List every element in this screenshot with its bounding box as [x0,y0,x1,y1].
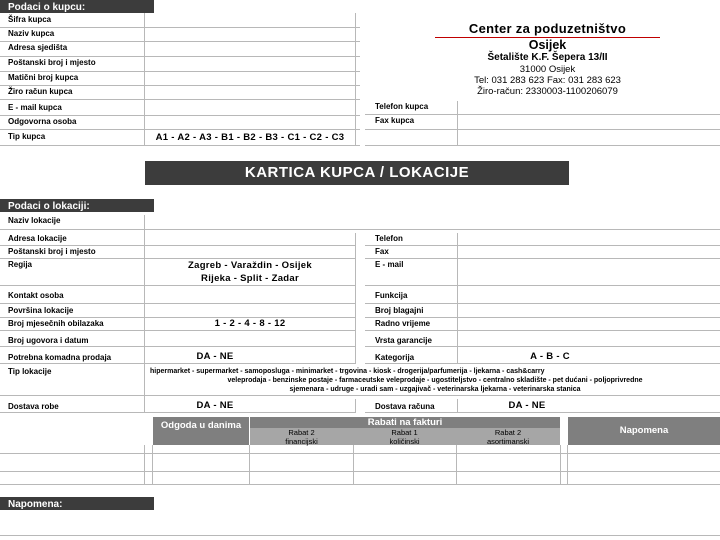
visits-label: Broj mjesečnih obilazaka [0,318,355,331]
rebate-assortment [456,428,560,446]
rebates-header: Rabati na fakturi [367,417,443,428]
buyer-fax-label: Fax kupca [365,115,720,130]
rebate-financial-sub: financijski [285,437,318,446]
delivery-invoice-label: Dostava računa [365,399,720,413]
buyer-section-header: Podaci o kupcu: [0,0,154,13]
function-label: Funkcija [365,288,720,304]
rebate-assortment-title: Rabat 2 [494,428,522,437]
area-label: Površina lokacije [0,305,355,318]
location-type-line1[interactable]: hipermarket - supermarket - samoposluga - minimarket - trgovina - kiosk - drogerija/parfumerija - ljekarna - cash&carry [150,368,545,375]
delivery-goods-label: Dostava robe [0,399,355,413]
location-post-label: Poštanski broj i mjesto [0,246,355,259]
location-form [0,212,720,432]
column-divider [355,399,356,413]
company-phone-fax: Tel: 031 283 623 Fax: 031 283 623 [474,75,621,86]
region-options-line2[interactable]: Rijeka - Split - Zadar [201,273,299,284]
location-email-label: E - mail [365,259,720,286]
contact-person-label: Kontakt osoba [0,288,355,304]
contract-label: Broj ugovora i datum [0,333,355,347]
company-name: Center za poduzetništvo [468,21,627,36]
rebate-financial [250,428,353,446]
column-divider [152,445,153,485]
discount-row[interactable] [0,472,720,485]
column-divider [567,445,568,485]
company-post: 31000 Osijek [519,64,576,75]
column-divider [457,233,458,364]
region-label: Regija [0,259,355,286]
page-title: KARTICA KUPCA / LOKACIJE [145,161,569,185]
region-options-line1[interactable]: Zagreb - Varaždin - Osijek [188,260,312,271]
rebate-quantity-title: Rabat 1 [391,428,418,437]
rebate-quantity-sub: količinski [389,437,420,446]
piece-sale-label: Potrebna komadna prodaja [0,350,355,364]
rebate-quantity [353,428,456,446]
location-type-line2[interactable]: veleprodaja - benzinske postaje - farmaceutske veleprodaje - ugostiteljstvo - centralno skladište - pet dućani - poljoprivredne [227,377,643,384]
buyer-phone-label: Telefon kupca [365,101,720,115]
company-account: Žiro-račun: 2330003-1100206079 [477,86,618,97]
buyer-contact-label: Odgovorna osoba [0,116,360,130]
location-type-label: Tip lokacije [0,366,720,396]
hours-label: Radno vrijeme [365,318,720,331]
rebate-assortment-sub: asortimanski [486,437,530,446]
buyer-id-label: Matični broj kupca [0,72,360,86]
column-divider [560,445,561,485]
location-type-line3[interactable]: sjemenara - udruge - uradi sam - uzgajivač - veterinarska ljekarna - veterinarska stanica [289,386,581,393]
piece-sale-options[interactable]: DA - NE [196,351,234,362]
company-city: Osijek [528,38,567,52]
footer-note-area[interactable] [0,511,720,536]
buyer-extra-row [365,130,720,146]
buyer-type-options[interactable]: A1 - A2 - A3 - B1 - B2 - B3 - C1 - C2 - C3 [155,132,345,143]
location-address-label: Adresa lokacije [0,233,355,246]
delivery-goods-options[interactable]: DA - NE [196,400,234,411]
discount-row[interactable] [0,445,720,454]
rebate-financial-title: Rabat 2 [288,428,315,437]
buyer-type-label: Tip kupca [0,131,360,146]
company-street: Šetalište K.F. Šepera 13/II [487,52,608,63]
category-label: Kategorija [365,350,720,364]
buyer-form [0,13,360,146]
column-divider [249,445,250,485]
column-divider [456,445,457,485]
column-divider [144,215,145,413]
deferral-header: Odgoda u danima [153,417,249,445]
column-divider [353,445,354,485]
company-block [435,22,660,97]
buyer-code-label: Šifra kupca [0,14,360,28]
location-section-header: Podaci o lokaciji: [0,199,154,212]
buyer-email-label: E - mail kupca [0,102,360,116]
discount-row[interactable] [0,454,720,472]
note-header: Napomena [568,417,720,445]
buyer-post-label: Poštanski broj i mjesto [0,57,360,72]
discounts-table [0,417,720,487]
buyer-account-label: Žiro račun kupca [0,86,360,100]
location-phone-label: Telefon [365,233,720,246]
visits-options[interactable]: 1 - 2 - 4 - 8 - 12 [214,318,286,329]
buyer-contact-right [365,101,720,146]
warranty-label: Vrsta garancije [365,333,720,347]
delivery-invoice-options[interactable]: DA - NE [508,400,546,411]
column-divider [355,233,356,364]
location-fax-label: Fax [365,246,720,259]
footer-note-header: Napomena: [0,497,154,510]
rebates-header-block [250,417,560,445]
column-divider [457,399,458,413]
cashiers-label: Broj blagajni [365,305,720,318]
category-options[interactable]: A - B - C [530,351,570,362]
buyer-address-label: Adresa sjedišta [0,42,360,57]
buyer-name-label: Naziv kupca [0,28,360,42]
column-divider [144,445,145,485]
location-name-label: Naziv lokacije [0,215,720,230]
